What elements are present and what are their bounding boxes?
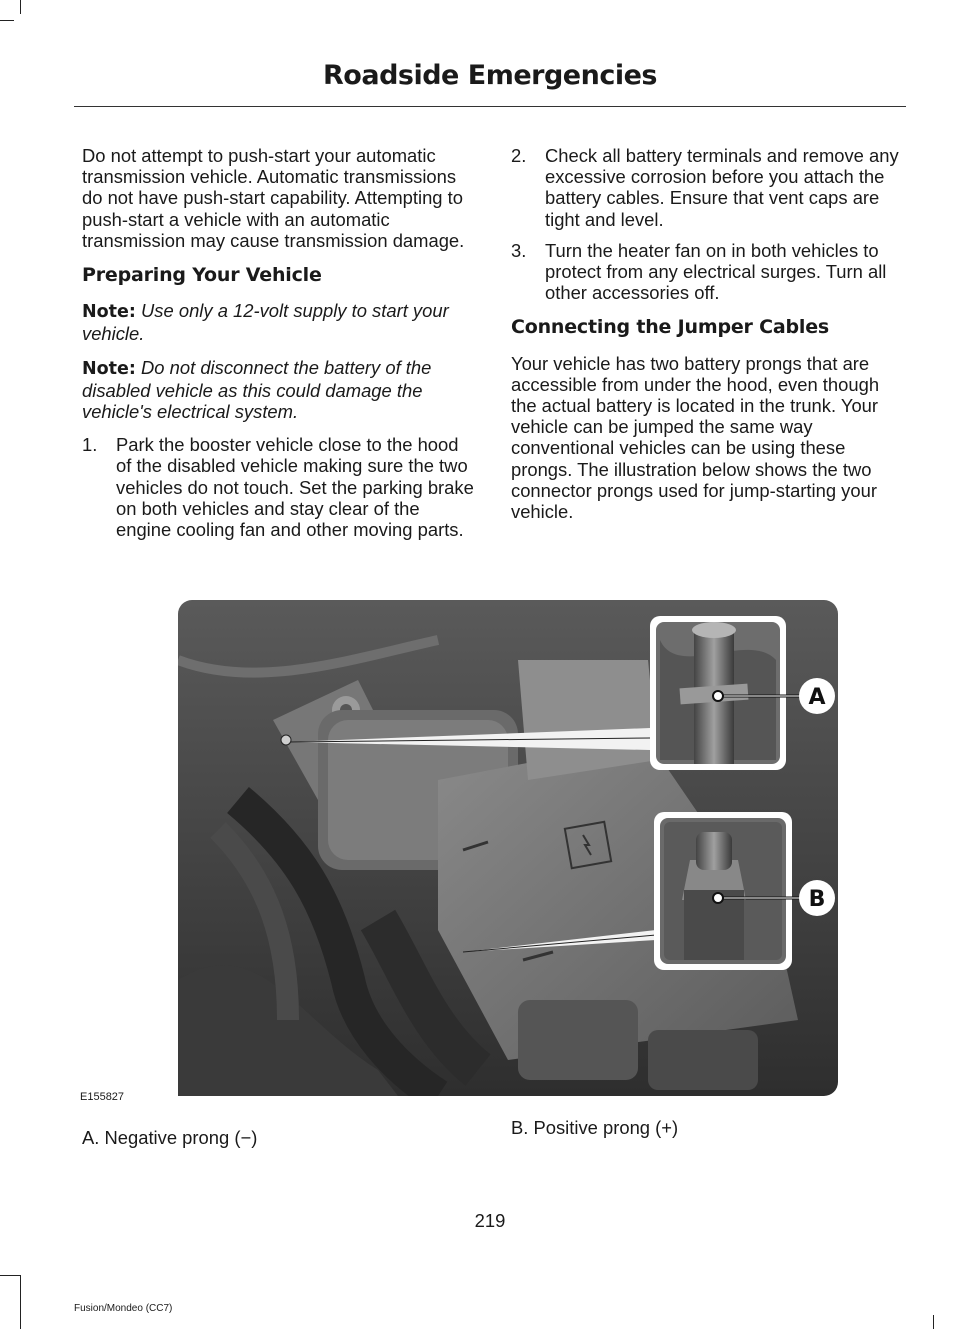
step-text: Check all battery terminals and remove any excessive corrosion before you attach the battery cables. Ensure that vent caps are tight and level. [545,145,899,230]
crop-mark [0,1275,20,1276]
crop-mark [20,0,21,14]
step-item [82,434,474,540]
left-column [82,145,474,550]
callout-a-label: A [808,685,826,710]
engine-bay-illustration [178,600,838,1096]
section-heading-preparing: Preparing Your Vehicle [82,264,322,287]
callout-b-label: B [808,887,826,912]
step-item [511,145,903,230]
note-text: Do not disconnect the battery of the disabled vehicle as this could damage the vehicle's electrical system. [82,356,432,423]
inset-positive-prong [654,812,792,970]
step-number: 2. [511,145,527,166]
footer-model: Fusion/Mondeo (CC7) [74,1303,173,1314]
note-disconnect [82,357,474,423]
step-number: 3. [511,239,527,261]
intro-paragraph: Do not attempt to push-start your automatic transmission vehicle. Automatic transmissions do not have push-start capability. Attempting to push-start a vehicle with an automatic transmission may cause transmission damage. [82,145,465,251]
crop-mark [20,1275,21,1329]
crop-mark [933,1315,934,1329]
section-heading-connecting: Connecting the Jumper Cables [511,316,829,339]
step-number: 1. [82,434,98,456]
page-number: 219 [474,1210,506,1231]
step-text: Park the booster vehicle close to the hood of the disabled vehicle making sure the two vehicles do not touch. Set the parking brake on both vehicles and stay clear of the engine cooling fan and other moving parts. [116,434,474,541]
title-divider [74,106,906,107]
figure-id: E155827 [80,1091,125,1103]
note-label: Note: [82,358,136,379]
crop-mark [0,20,14,21]
step-item [511,240,903,304]
right-column [511,145,903,534]
note-text: Use only a 12-volt supply to start your vehicle. [82,300,449,345]
legend-negative-prong: A. Negative prong (−) [82,1127,258,1148]
page-title: Roadside Emergencies [323,60,657,91]
body-paragraph: Your vehicle has two battery prongs that are accessible from under the hood, even though the actual battery is located in the trunk. Your vehicle can be jumped the same way conventional vehicles can be using these prongs. The illustration below shows the two connector prongs used for jump-starting your vehicle. [511,352,880,523]
step-text: Turn the heater fan on in both vehicles to protect from any electrical surges. Turn all other accessories off. [545,239,887,304]
note-label: Note: [82,302,136,323]
note-12-volt [82,300,474,344]
legend-positive-prong: B. Positive prong (+) [511,1117,679,1138]
